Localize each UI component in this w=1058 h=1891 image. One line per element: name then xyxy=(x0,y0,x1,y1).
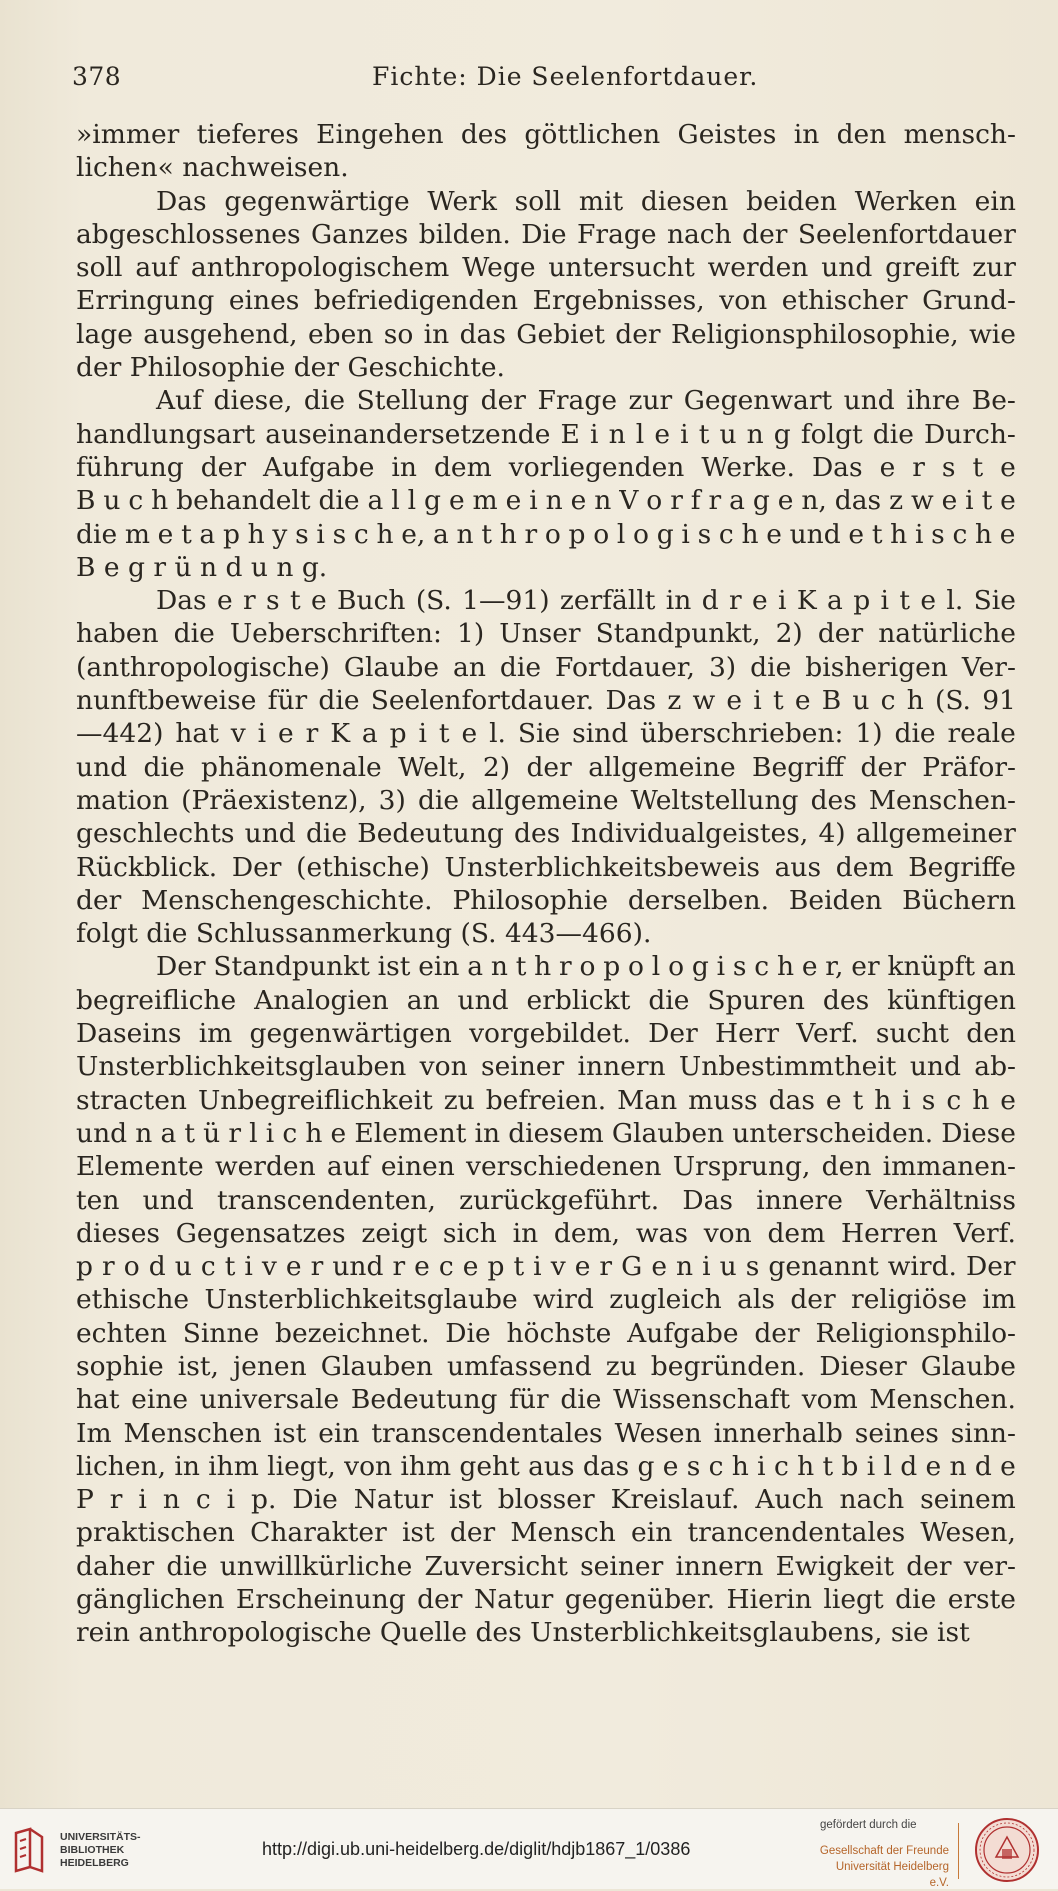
text-line: Rückblick. Der (ethische) Unsterblichkeitsbeweis aus dem Begriffe xyxy=(76,851,1016,883)
text-line: lage ausgehend, eben so in das Gebiet der Religionsphilosophie, wie xyxy=(76,318,1016,350)
text-line: praktischen Charakter ist der Mensch ein trancendentales Wesen, xyxy=(76,1517,1016,1549)
text-line: handlungsart auseinandersetzende E i n l e i t u n g folgt die Durch- xyxy=(76,418,1016,450)
text-line: Elemente werden auf einen verschiedenen Ursprung, den immanen- xyxy=(76,1151,1016,1183)
text-line: echten Sinne bezeichnet. Die höchste Aufgabe der Religionsphilo- xyxy=(76,1317,1016,1349)
text-line: lichen« nachweisen. xyxy=(76,152,349,184)
text-line: dieses Gegensatzes zeigt sich in dem, was von dem Herren Verf. xyxy=(76,1217,1016,1249)
footer-divider xyxy=(958,1823,959,1879)
text-line: folgt die Schlussanmerkung (S. 443—466). xyxy=(76,918,652,950)
text-line: nunftbeweise für die Seelenfortdauer. Das z w e i t e B u c h (S. 91 xyxy=(76,685,1016,717)
text-line: Unsterblichkeitsglauben von seiner innern Unbestimmtheit und ab- xyxy=(76,1051,1016,1083)
text-line: führung der Aufgabe in dem vorliegenden Werke. Das e r s t e xyxy=(76,451,1016,483)
text-line: ethische Unsterblichkeitsglaube wird zugleich als der religiöse im xyxy=(76,1284,1016,1316)
text-line: der Menschengeschichte. Philosophie derselben. Beiden Büchern xyxy=(76,884,1016,916)
library-name: UNIVERSITÄTS- BIBLIOTHEK HEIDELBERG xyxy=(60,1831,141,1869)
text-line: Das e r s t e Buch (S. 1—91) zerfällt in d r e i K a p i t e l. Sie xyxy=(156,585,1016,617)
text-line: soll auf anthropologischem Wege untersucht werden und greift zur xyxy=(76,252,1016,284)
text-line: Auf diese, die Stellung der Frage zur Gegenwart und ihre Be- xyxy=(156,385,1016,417)
text-line: Erringung eines befriedigenden Ergebnisses, von ethischer Grund- xyxy=(76,285,1016,317)
footer-bar xyxy=(0,1808,1058,1889)
text-line: ten und transcendenten, zurückgeführt. Das innere Verhältniss xyxy=(76,1184,1016,1216)
body-text xyxy=(76,118,1016,1650)
text-line: gänglichen Erscheinung der Natur gegenüber. Hierin liegt die erste xyxy=(76,1584,1016,1616)
text-line: und die phänomenale Welt, 2) der allgemeine Begriff der Präfor- xyxy=(76,751,1016,783)
text-line: abgeschlossenes Ganzes bilden. Die Frage nach der Seelenfortdauer xyxy=(76,218,1016,250)
text-line: lichen, in ihm liegt, von ihm geht aus das g e s c h i c h t b i l d e n d e xyxy=(76,1450,1016,1482)
text-line: (anthropologische) Glaube an die Fortdauer, 3) die bisherigen Ver- xyxy=(76,651,1016,683)
text-line: P r i n c i p. Die Natur ist blosser Kreislauf. Auch nach seinem xyxy=(76,1484,1016,1516)
text-line: die m e t a p h y s i s c h e, a n t h r o p o l o g i s c h e und e t h i s c h e xyxy=(76,518,1016,550)
text-line: »immer tieferes Eingehen des göttlichen Geistes in den mensch- xyxy=(76,119,1016,150)
text-line: und n a t ü r l i c h e Element in diesem Glauben unterscheiden. Diese xyxy=(76,1117,1016,1149)
text-line: B e g r ü n d u n g. xyxy=(76,551,328,583)
text-line: begreifliche Analogien an und erblickt die Spuren des künftigen xyxy=(76,984,1016,1016)
text-line: rein anthropologische Quelle des Unsterblichkeitsglaubens, sie ist xyxy=(76,1617,970,1649)
text-line: Das gegenwärtige Werk soll mit diesen beiden Werken ein xyxy=(156,185,1016,217)
text-line: Im Menschen ist ein transcendentales Wesen innerhalb seines sinn- xyxy=(76,1417,1016,1449)
text-line: daher die unwillkürliche Zuversicht seiner innern Ewigkeit der ver- xyxy=(76,1550,1016,1582)
text-line: —442) hat v i e r K a p i t e l. Sie sind überschrieben: 1) die reale xyxy=(76,718,1016,750)
text-line: haben die Ueberschriften: 1) Unser Standpunkt, 2) der natürliche xyxy=(76,618,1016,650)
text-line: mation (Präexistenz), 3) die allgemeine Weltstellung des Menschen- xyxy=(76,784,1016,816)
text-line: stracten Unbegreiflichkeit zu befreien. Man muss das e t h i s c h e xyxy=(76,1084,1016,1116)
funded-by-label: gefördert durch die xyxy=(820,1819,917,1831)
page-header xyxy=(72,58,1016,98)
text-line: geschlechts und die Bedeutung des Individualgeistes, 4) allgemeiner xyxy=(76,818,1016,850)
text-line: B u c h behandelt die a l l g e m e i n e n V o r f r a g e n, das z w e i t e xyxy=(76,485,1016,517)
text-line: hat eine universale Bedeutung für die Wissenschaft vom Menschen. xyxy=(76,1384,1016,1416)
text-line: Der Standpunkt ist ein a n t h r o p o l o g i s c h e r, er knüpft an xyxy=(156,951,1016,983)
text-line: Daseins im gegenwärtigen vorgebildet. Der Herr Verf. sucht den xyxy=(76,1018,1016,1050)
page-number: 378 xyxy=(72,62,122,91)
text-line: p r o d u c t i v e r und r e c e p t i v e r G e n i u s genannt wird. Der xyxy=(76,1251,1016,1283)
university-library-logo-icon xyxy=(12,1827,46,1873)
running-head: Fichte: Die Seelenfortdauer. xyxy=(372,62,759,91)
text-line: sophie ist, jenen Glauben umfassend zu begründen. Dieser Glaube xyxy=(76,1350,1016,1382)
university-seal-icon xyxy=(974,1817,1040,1883)
society-name: Gesellschaft der Freunde Universität Heidelberg e.V. xyxy=(819,1845,949,1889)
text-line: der Philosophie der Geschichte. xyxy=(76,352,505,384)
permalink-url[interactable]: http://digi.ub.uni-heidelberg.de/diglit/hdjb1867_1/0386 xyxy=(262,1839,691,1859)
